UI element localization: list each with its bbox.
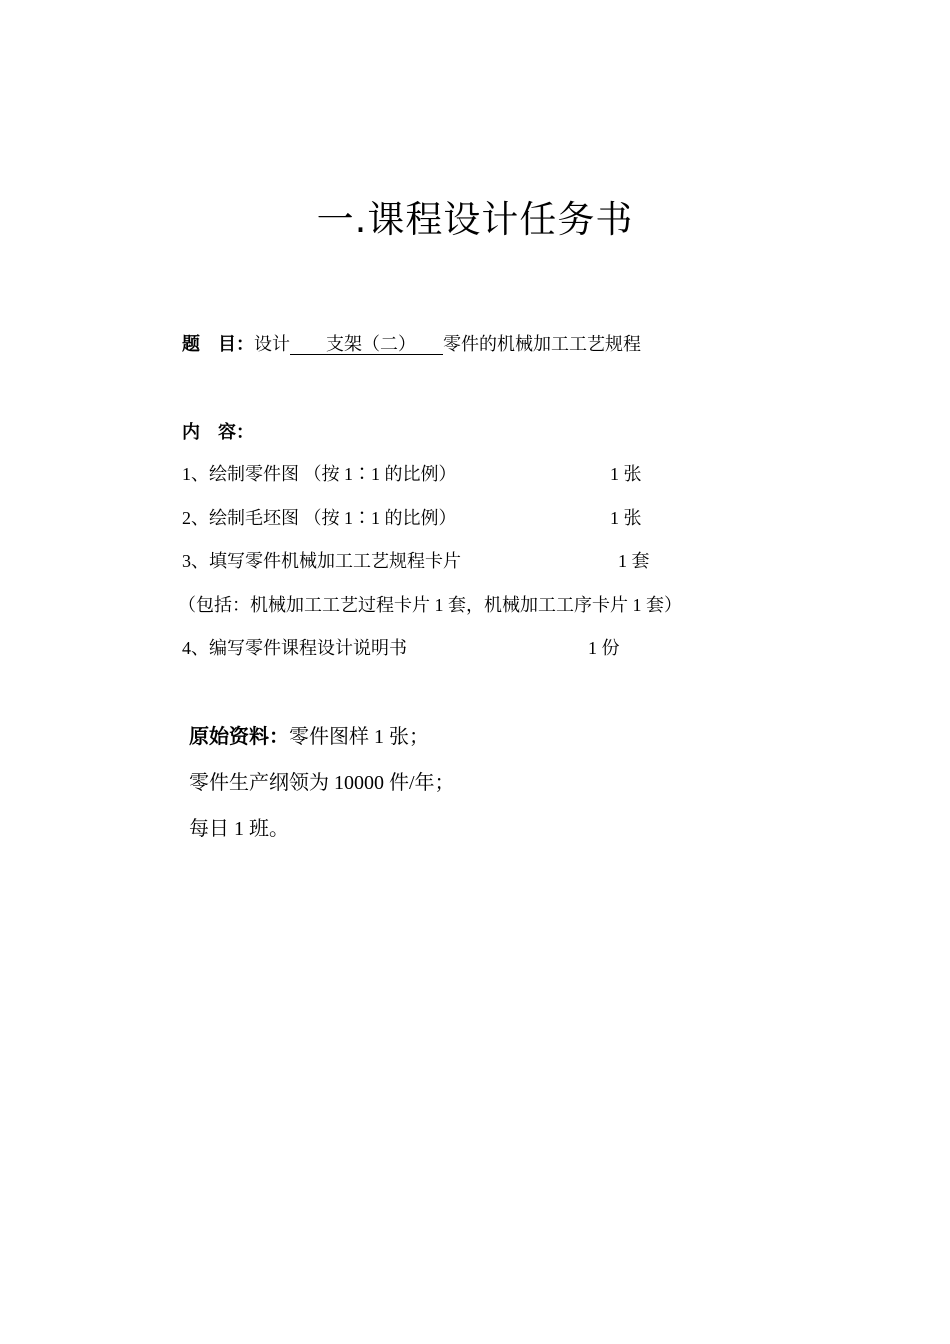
content-item-3-note: （包括：机械加工工艺过程卡片 1 套，机械加工工序卡片 1 套）	[178, 595, 682, 615]
content-label: 内 容：	[182, 422, 254, 442]
topic-part-name: 支架（二）	[290, 334, 443, 354]
content-item-2-qty: 1 张	[610, 508, 642, 528]
topic-prefix: 设计	[254, 334, 290, 354]
content-item-1: 1、绘制零件图 （按 1∶1 的比例）	[182, 464, 457, 484]
topic-label: 题 目：	[182, 334, 254, 354]
document-title: 一.课程设计任务书	[316, 198, 634, 241]
content-item-4-qty: 1 份	[588, 638, 620, 658]
content-item-3: 3、填写零件机械加工工艺规程卡片	[182, 551, 461, 571]
source-line-3: 每日 1 班。	[189, 818, 289, 840]
content-item-4: 4、编写零件课程设计说明书	[182, 638, 407, 658]
source-label: 原始资料：	[189, 726, 289, 748]
topic-line	[182, 332, 641, 356]
topic-suffix: 零件的机械加工工艺规程	[443, 334, 641, 354]
source-line-2: 零件生产纲领为 10000 件/年；	[189, 772, 455, 794]
source-line-1	[189, 723, 429, 751]
content-item-2: 2、绘制毛坯图 （按 1∶1 的比例）	[182, 508, 457, 528]
content-item-3-qty: 1 套	[618, 551, 650, 571]
source-drawing: 零件图样 1 张；	[289, 726, 429, 748]
content-item-1-qty: 1 张	[610, 464, 642, 484]
